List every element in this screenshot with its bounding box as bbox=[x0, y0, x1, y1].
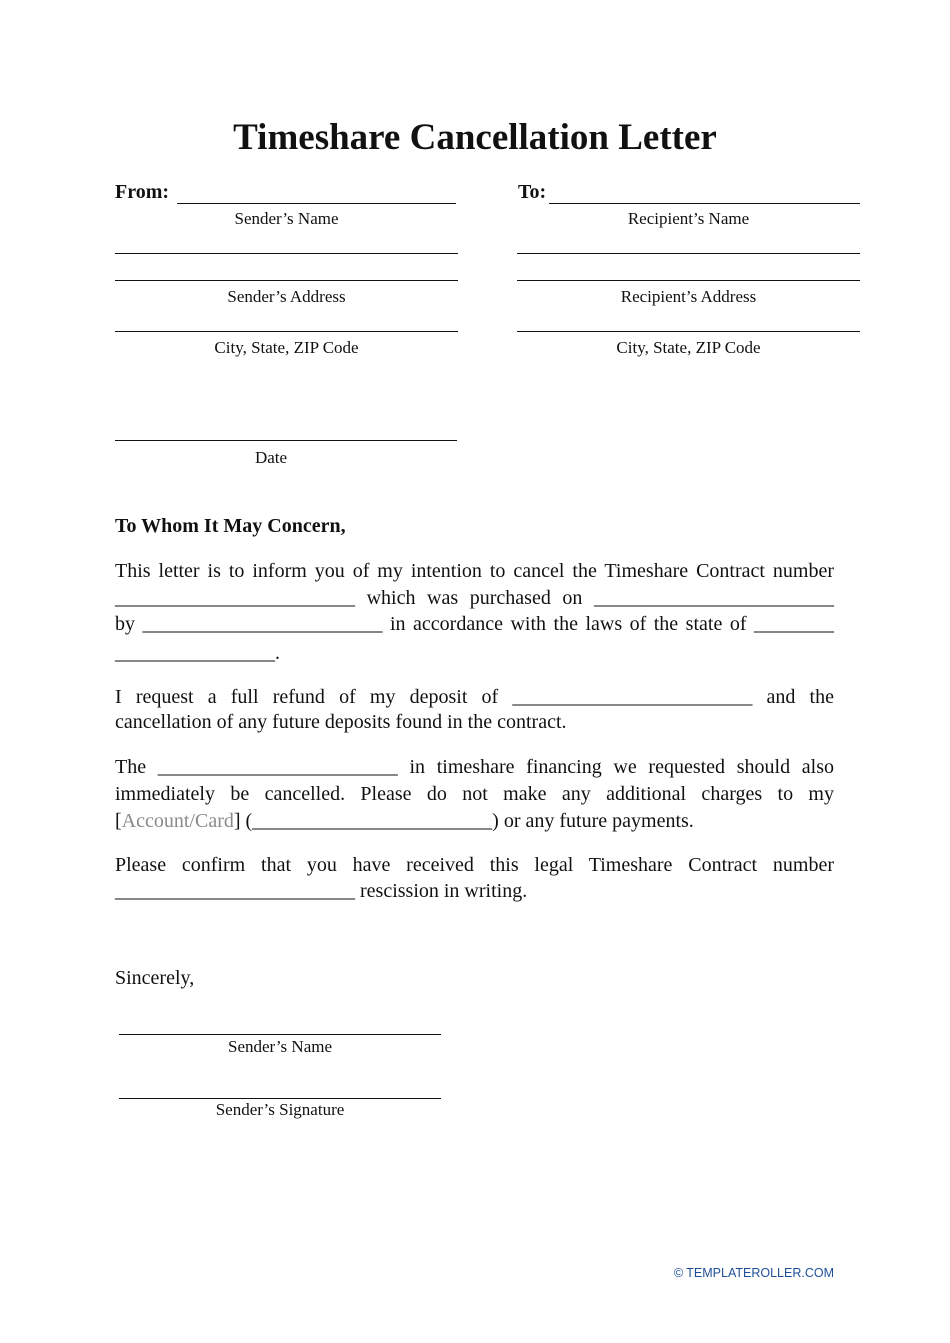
closing-sender-name-line[interactable] bbox=[119, 1034, 441, 1035]
paragraph-4-line-1: Please confirm that you have received this legal Timeshare Contract number bbox=[115, 854, 834, 876]
greeting: To Whom It May Concern, bbox=[115, 515, 346, 537]
paragraph-4-line-2: ________________________ rescission in writing. bbox=[115, 880, 528, 902]
paragraph-1-line-2: ________________________ which was purchased on ________________________ bbox=[115, 587, 834, 609]
sign-off: Sincerely, bbox=[115, 967, 195, 989]
sender-signature-line[interactable] bbox=[119, 1098, 441, 1099]
sender-name-line[interactable] bbox=[177, 203, 456, 204]
recipient-name-caption: Recipient’s Name bbox=[627, 209, 750, 228]
paragraph-3-line-2: immediately be cancelled. Please do not make any additional charges to my bbox=[115, 783, 834, 805]
paragraph-2-line-1: I request a full refund of my deposit of ________________________ and the bbox=[115, 686, 834, 708]
document-title: Timeshare Cancellation Letter bbox=[233, 117, 717, 158]
bracket-open: [ bbox=[115, 810, 122, 832]
paragraph-3-line-3 bbox=[115, 808, 834, 835]
recipient-city-line[interactable] bbox=[517, 331, 860, 332]
to-label: To: bbox=[518, 181, 547, 203]
paragraph-1-line-4: ________________. bbox=[115, 642, 280, 664]
recipient-name-line[interactable] bbox=[549, 203, 860, 204]
footer-copyright[interactable]: © TEMPLATEROLLER.COM bbox=[673, 1266, 834, 1280]
sender-address-line-1[interactable] bbox=[115, 253, 458, 254]
sender-address-line-2[interactable] bbox=[115, 280, 458, 281]
from-label: From: bbox=[115, 181, 170, 203]
date-caption: Date bbox=[254, 448, 288, 467]
sender-signature-caption: Sender’s Signature bbox=[215, 1100, 345, 1119]
sender-name-caption: Sender’s Name bbox=[234, 209, 339, 228]
paragraph-1-line-3: by ________________________ in accordance with the laws of the state of ________ bbox=[115, 613, 834, 635]
paragraph-1-line-1: This letter is to inform you of my intention to cancel the Timeshare Contract number bbox=[115, 560, 834, 582]
recipient-address-line-2[interactable] bbox=[517, 280, 860, 281]
recipient-address-caption: Recipient’s Address bbox=[620, 287, 757, 306]
recipient-city-caption: City, State, ZIP Code bbox=[616, 338, 761, 357]
paragraph-2-line-2: cancellation of any future deposits found in the contract. bbox=[115, 711, 567, 733]
paragraph-3-line-1: The ________________________ in timeshare financing we requested should also bbox=[115, 756, 834, 778]
sender-city-caption: City, State, ZIP Code bbox=[214, 338, 359, 357]
date-line[interactable] bbox=[115, 440, 457, 441]
sender-city-line[interactable] bbox=[115, 331, 458, 332]
sender-address-caption: Sender’s Address bbox=[227, 287, 346, 306]
paragraph-3-line-3-rest: ] (________________________) or any future payments. bbox=[233, 810, 694, 832]
account-card-placeholder[interactable]: Account/Card bbox=[121, 810, 234, 832]
closing-sender-name-caption: Sender’s Name bbox=[227, 1037, 333, 1056]
recipient-address-line-1[interactable] bbox=[517, 253, 860, 254]
